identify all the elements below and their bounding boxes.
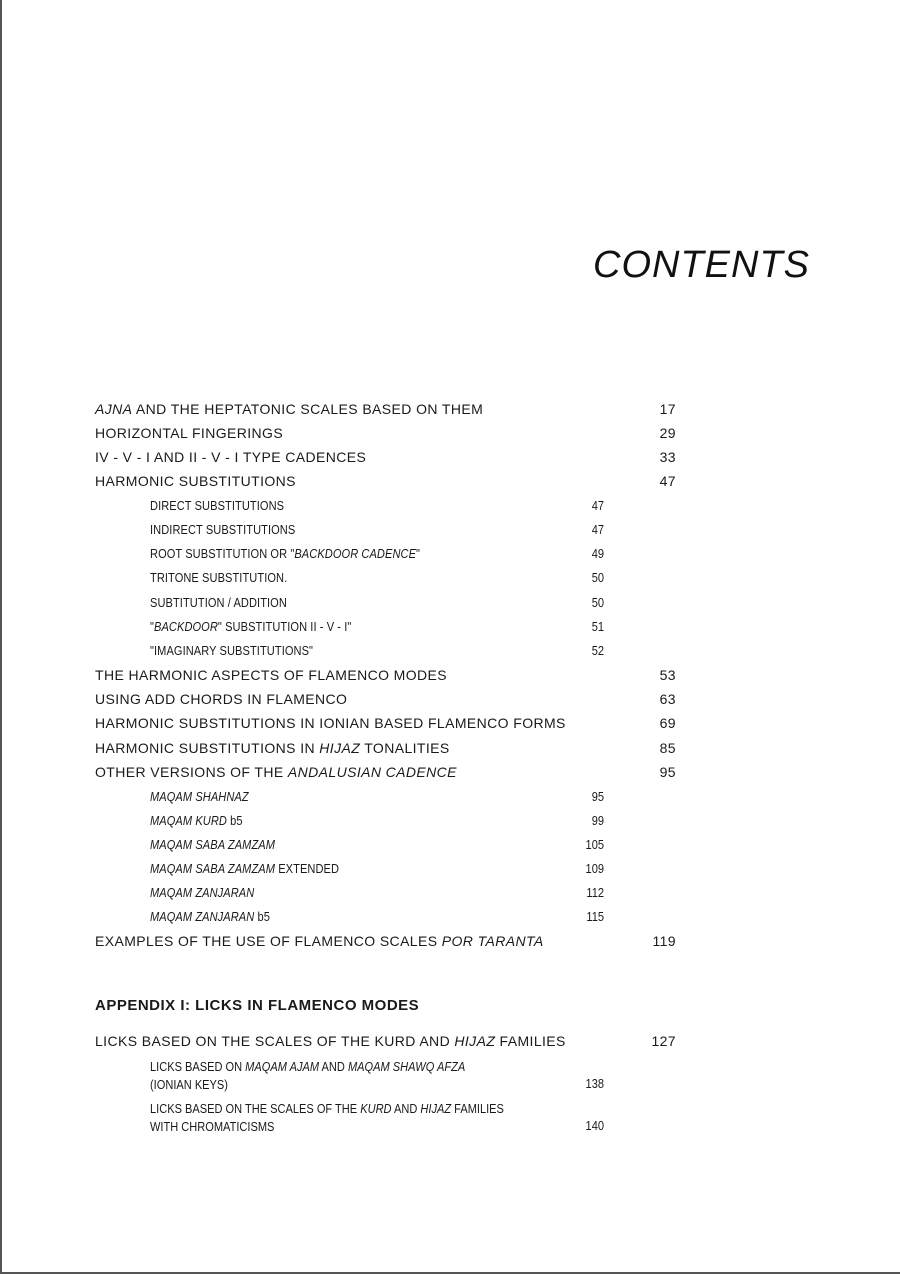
toc-subentry-label: "IMAGINARY SUBSTITUTIONS" bbox=[150, 643, 314, 658]
toc-subentry[interactable] bbox=[0, 786, 900, 808]
toc-subentry[interactable] bbox=[0, 810, 900, 832]
toc-subentry-label: MAQAM SABA ZAMZAM bbox=[150, 837, 276, 852]
toc-entry-label: EXAMPLES OF THE USE OF FLAMENCO SCALES POR TARANTA bbox=[95, 933, 544, 949]
toc-entry-label: LICKS BASED ON THE SCALES OF THE KURD AND HIJAZ FAMILIES bbox=[95, 1033, 566, 1049]
toc-subentry-page: 105 bbox=[585, 837, 604, 852]
toc-entry-page: 47 bbox=[659, 473, 676, 489]
toc-subentry-page: 115 bbox=[586, 909, 604, 924]
page-title: CONTENTS bbox=[593, 244, 810, 286]
toc-subentry-page: 47 bbox=[591, 498, 604, 513]
toc-subentry-page: 140 bbox=[585, 1118, 604, 1133]
toc-entry-page: 33 bbox=[659, 449, 676, 465]
toc-entry-label: HARMONIC SUBSTITUTIONS IN HIJAZ TONALITIES bbox=[95, 740, 450, 756]
toc-subentry-label: TRITONE SUBSTITUTION. bbox=[150, 570, 288, 585]
toc-subentry-label: "BACKDOOR" SUBSTITUTION II - V - I" bbox=[150, 619, 352, 634]
toc-subentry-page: 47 bbox=[591, 522, 604, 537]
toc-subentry-label: MAQAM SABA ZAMZAM EXTENDED bbox=[150, 861, 340, 876]
toc-subentry[interactable] bbox=[0, 906, 900, 928]
toc-subentry[interactable] bbox=[0, 519, 900, 541]
toc-subentry[interactable] bbox=[0, 858, 900, 880]
toc-subentry-page: 50 bbox=[591, 570, 604, 585]
toc-subentry-label: SUBTITUTION / ADDITION bbox=[150, 595, 287, 610]
toc-subentry[interactable] bbox=[0, 567, 900, 589]
toc-subentry-page: 49 bbox=[591, 546, 604, 561]
toc-entry-label: HORIZONTAL FINGERINGS bbox=[95, 425, 284, 441]
toc-subentry-label: MAQAM KURD b5 bbox=[150, 813, 243, 828]
toc-subentry-page: 112 bbox=[586, 885, 604, 900]
toc-subentry-label: LICKS BASED ON THE SCALES OF THE KURD AND HIJAZ FAMILIES WITH CHROMATICISMS bbox=[150, 1101, 504, 1134]
toc-subentry-page: 50 bbox=[591, 595, 604, 610]
toc-entry-label: THE HARMONIC ASPECTS OF FLAMENCO MODES bbox=[95, 667, 448, 683]
toc-entry-page: 85 bbox=[659, 740, 676, 756]
toc-entry-page: 29 bbox=[659, 425, 676, 441]
toc-subentry-label: LICKS BASED ON MAQAM AJAM AND MAQAM SHAWQ AFZA (IONIAN KEYS) bbox=[150, 1059, 466, 1092]
toc-subentry[interactable] bbox=[0, 495, 900, 517]
toc-entry-page: 53 bbox=[659, 667, 676, 683]
toc-entry-label: AJNA AND THE HEPTATONIC SCALES BASED ON THEM bbox=[95, 401, 484, 417]
appendix-heading[interactable]: APPENDIX I: LICKS IN FLAMENCO MODES bbox=[95, 997, 420, 1014]
toc-subentry[interactable] bbox=[0, 543, 900, 565]
toc-subentry-page: 99 bbox=[591, 813, 604, 828]
toc-entry-page: 17 bbox=[659, 401, 676, 417]
toc-subentry[interactable] bbox=[0, 640, 900, 662]
toc-subentry[interactable] bbox=[0, 592, 900, 614]
toc-subentry-label: INDIRECT SUBSTITUTIONS bbox=[150, 522, 296, 537]
toc-subentry-page: 52 bbox=[591, 643, 604, 658]
toc-entry-label: HARMONIC SUBSTITUTIONS bbox=[95, 473, 296, 489]
toc-entry-label: USING ADD CHORDS IN FLAMENCO bbox=[95, 691, 348, 707]
toc-subentry-label: ROOT SUBSTITUTION OR "BACKDOOR CADENCE" bbox=[150, 546, 421, 561]
toc-subentry-page: 95 bbox=[591, 789, 604, 804]
toc-entry-label: OTHER VERSIONS OF THE ANDALUSIAN CADENCE bbox=[95, 764, 457, 780]
toc-subentry[interactable] bbox=[0, 616, 900, 638]
toc-subentry[interactable] bbox=[0, 834, 900, 856]
toc-subentry-page: 51 bbox=[591, 619, 604, 634]
toc-entry-label: IV - V - I AND II - V - I TYPE CADENCES bbox=[95, 449, 367, 465]
toc-entry-page: 63 bbox=[659, 691, 676, 707]
toc-subentry-label: DIRECT SUBSTITUTIONS bbox=[150, 498, 285, 513]
toc-entry-label: HARMONIC SUBSTITUTIONS IN IONIAN BASED FLAMENCO FORMS bbox=[95, 715, 566, 731]
toc-entry-page: 127 bbox=[651, 1033, 676, 1049]
toc-subentry-label: MAQAM ZANJARAN bbox=[150, 885, 255, 900]
toc-subentry-page: 138 bbox=[585, 1076, 604, 1091]
toc-entry-page: 119 bbox=[652, 933, 676, 949]
toc-subentry[interactable] bbox=[0, 882, 900, 904]
toc-subentry-label: MAQAM SHAHNAZ bbox=[150, 789, 249, 804]
toc-entry-page: 69 bbox=[659, 715, 676, 731]
toc-entry-page: 95 bbox=[659, 764, 676, 780]
toc-subentry-page: 109 bbox=[585, 861, 604, 876]
toc-subentry-label: MAQAM ZANJARAN b5 bbox=[150, 909, 270, 924]
